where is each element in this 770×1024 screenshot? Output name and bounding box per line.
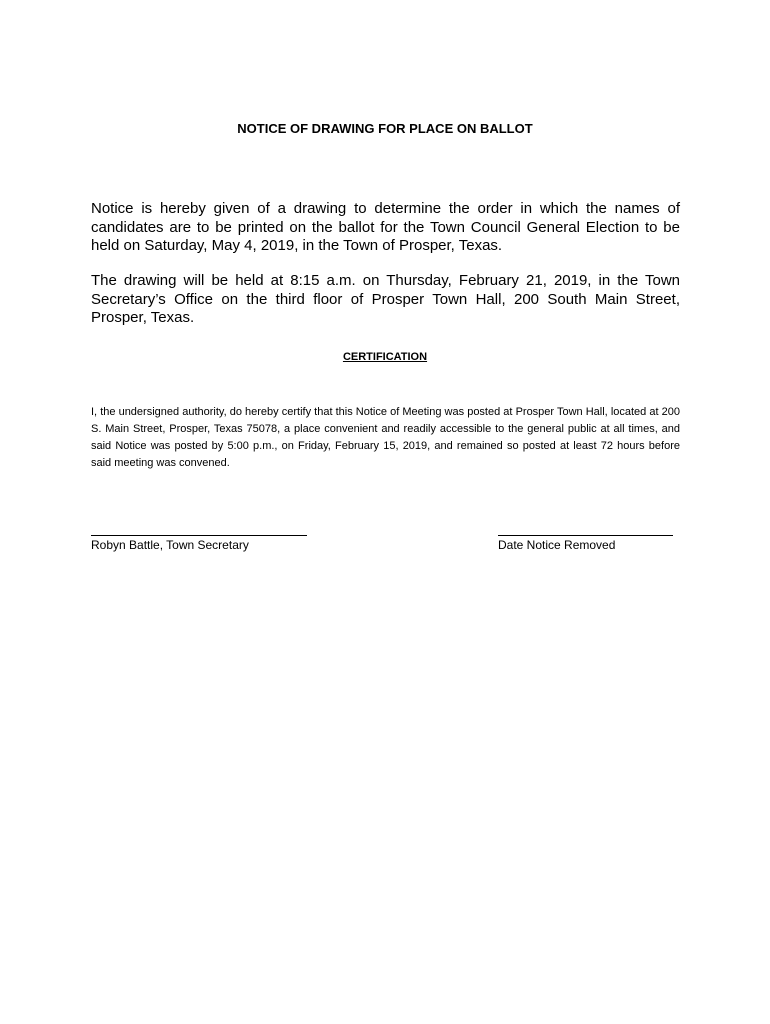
certification-heading — [0, 351, 770, 363]
notice-paragraph-2: The drawing will be held at 8:15 a.m. on Thursday, February 21, 2019, in the Town Secretary’s Office on the third floor of Prosper Town Hall, 200 South Main Street, Prosper, Texas. — [91, 272, 680, 326]
signature-label-secretary: Robyn Battle, Town Secretary — [91, 538, 249, 552]
signature-line-date-removed — [498, 535, 673, 536]
signature-label-date-removed: Date Notice Removed — [498, 538, 616, 552]
notice-paragraph-1: Notice is hereby given of a drawing to determine the order in which the names of candidates are to be printed on the ballot for the Town Council General Election to be held on Saturday, May 4, 2019, in the Town of Prosper, Texas. — [91, 200, 680, 254]
signature-line-secretary — [91, 535, 307, 536]
document-title: NOTICE OF DRAWING FOR PLACE ON BALLOT — [237, 121, 533, 136]
certification-heading-text: CERTIFICATION — [342, 351, 428, 363]
certification-body: I, the undersigned authority, do hereby certify that this Notice of Meeting was posted at Prosper Town Hall, located at 200 S. Main Street, Prosper, Texas 75078, a place convenient and readily accessible to the general public at all times, and said Notice was posted by 5:00 p.m., on Friday, February 15, 2019, and remained so posted at least 72 hours before said meeting was convened. — [91, 406, 680, 469]
